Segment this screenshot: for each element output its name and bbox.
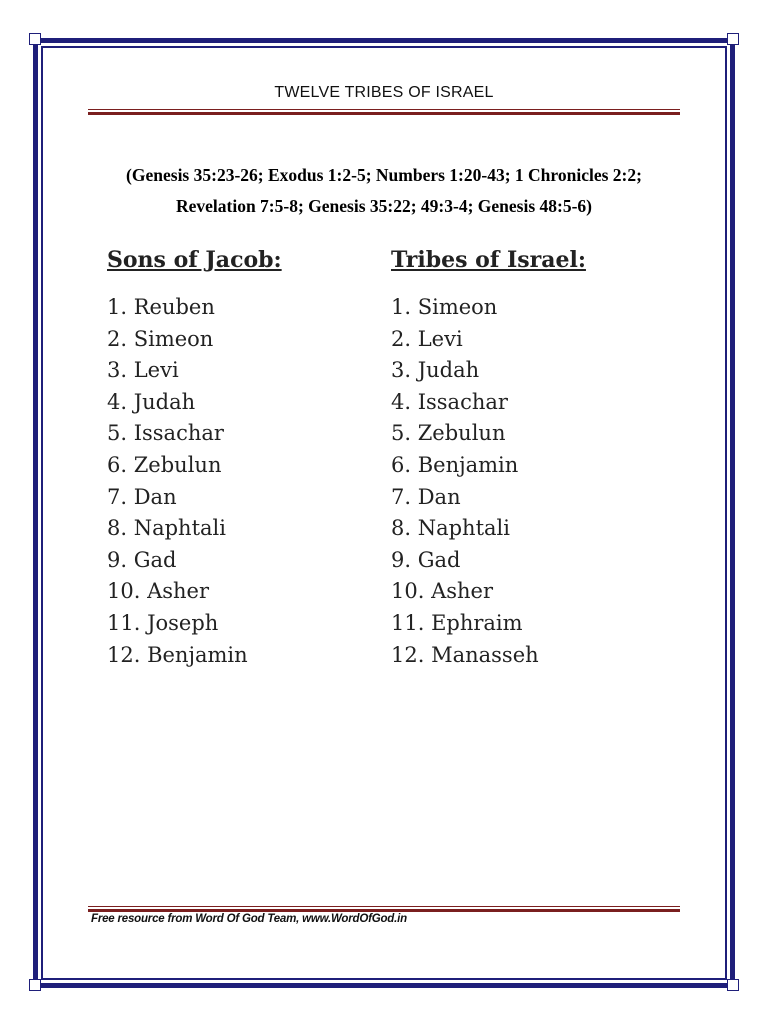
list-item: 10. Asher: [391, 579, 494, 604]
tribes-of-israel-heading: Tribes of Israel:: [391, 247, 586, 273]
border-corner-ornament: [727, 979, 739, 991]
footer-credit: Free resource from Word Of God Team, www.WordOfGod.in: [91, 913, 407, 925]
list-item: 7. Dan: [107, 484, 177, 509]
list-item: 3. Levi: [107, 358, 179, 383]
list-item: 9. Gad: [391, 547, 461, 572]
sons-of-jacob-heading: Sons of Jacob:: [107, 247, 282, 273]
page-title: TWELVE TRIBES OF ISRAEL: [274, 84, 494, 101]
border-corner-ornament: [29, 33, 41, 45]
list-item: 1. Reuben: [107, 295, 215, 319]
sons-of-jacob-list: [107, 292, 282, 671]
list-item: 6. Zebulun: [107, 452, 222, 477]
border-corner-ornament: [727, 33, 739, 45]
list-item: 1. Simeon: [391, 295, 498, 319]
list-item: 8. Naphtali: [391, 516, 510, 541]
footer-rule: [88, 906, 680, 912]
header-rule: [88, 109, 680, 115]
references-line-1: (Genesis 35:23-26; Exodus 1:2-5; Numbers 1:20-43; 1 Chronicles 2:2;: [126, 165, 642, 185]
tribes-of-israel-list: [391, 292, 586, 671]
scripture-references: [70, 160, 698, 222]
list-item: 4. Issachar: [391, 389, 508, 414]
list-item: 12. Benjamin: [107, 642, 248, 667]
list-item: 12. Manasseh: [391, 642, 539, 667]
list-item: 7. Dan: [391, 484, 461, 509]
list-item: 2. Simeon: [107, 326, 214, 351]
list-item: 4. Judah: [107, 389, 196, 414]
references-line-2: Revelation 7:5-8; Genesis 35:22; 49:3-4; Genesis 48:5-6): [175, 196, 593, 216]
list-item: 11. Joseph: [107, 610, 219, 635]
list-item: 5. Zebulun: [391, 421, 506, 446]
list-item: 6. Benjamin: [391, 452, 519, 477]
list-item: 11. Ephraim: [391, 610, 523, 635]
list-item: 10. Asher: [107, 579, 210, 604]
border-corner-ornament: [29, 979, 41, 991]
list-item: 9. Gad: [107, 547, 177, 572]
list-item: 5. Issachar: [107, 421, 224, 446]
list-item: 3. Judah: [391, 358, 480, 383]
list-item: 2. Levi: [391, 326, 463, 351]
sons-of-jacob-column: [107, 244, 282, 671]
list-item: 8. Naphtali: [107, 516, 226, 541]
tribes-of-israel-column: [391, 244, 586, 671]
